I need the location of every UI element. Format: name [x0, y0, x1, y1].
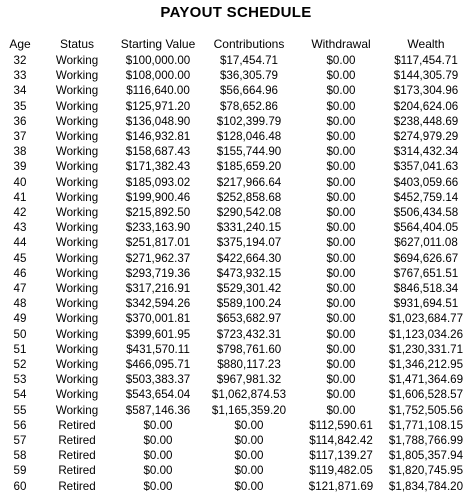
withdrawal-cell: $0.00	[326, 84, 356, 98]
wealth-cell: $452,759.14	[393, 190, 459, 204]
wealth-cell: $144,305.79	[393, 69, 459, 83]
starting-value-cell: $399,601.95	[125, 327, 191, 341]
header-row	[2, 36, 468, 53]
withdrawal-cell: $0.00	[326, 221, 356, 235]
age-cell: 43	[13, 221, 27, 235]
withdrawal-cell: $0.00	[326, 236, 356, 250]
age-cell: 42	[13, 206, 27, 220]
table-row	[2, 53, 468, 68]
status-cell: Working	[55, 373, 99, 387]
contributions-cell: $252,858.68	[216, 190, 282, 204]
contributions-cell: $653,682.97	[216, 312, 282, 326]
starting-value-cell: $543,654.04	[125, 388, 191, 402]
starting-value-cell: $271,962.37	[125, 251, 191, 265]
starting-value-cell: $100,000.00	[125, 54, 191, 67]
age-cell: 60	[13, 479, 27, 493]
contributions-cell: $473,932.15	[216, 266, 282, 280]
status-cell: Retired	[58, 464, 96, 478]
table-body	[2, 53, 468, 494]
age-cell: 53	[13, 373, 27, 387]
starting-value-cell: $0.00	[143, 418, 173, 432]
withdrawal-cell: $0.00	[326, 266, 356, 280]
withdrawal-cell: $0.00	[326, 342, 356, 356]
withdrawal-cell: $0.00	[326, 297, 356, 311]
contributions-cell: $880,117.23	[217, 358, 281, 372]
table-row	[2, 357, 468, 372]
contributions-cell: $0.00	[234, 418, 264, 432]
starting-value-cell: $317,216.91	[125, 282, 191, 296]
age-cell: 52	[13, 358, 27, 372]
status-cell: Working	[55, 358, 99, 372]
contributions-cell: $0.00	[234, 434, 264, 448]
table-row	[2, 205, 468, 220]
table-row	[2, 418, 468, 433]
contributions-cell: $78,652.86	[219, 99, 279, 113]
withdrawal-cell: $112,590.61	[309, 418, 373, 432]
payout-schedule-table	[2, 36, 468, 494]
contributions-cell: $422,664.30	[216, 251, 282, 265]
wealth-cell: $506,434.58	[393, 206, 459, 220]
wealth-cell: $1,606,528.57	[388, 388, 464, 402]
wealth-cell: $1,123,034.26	[388, 327, 464, 341]
page-title: PAYOUT SCHEDULE	[160, 4, 312, 21]
contributions-cell: $1,062,874.53	[211, 388, 287, 402]
age-cell: 44	[13, 236, 27, 250]
withdrawal-cell: $0.00	[326, 282, 356, 296]
table-row	[2, 144, 468, 159]
age-cell: 36	[13, 114, 27, 128]
table-row	[2, 281, 468, 296]
status-cell: Working	[55, 236, 99, 250]
withdrawal-cell: $119,482.05	[309, 464, 373, 478]
table-row	[2, 296, 468, 311]
age-cell: 33	[13, 69, 27, 83]
column-header-starting-value: Starting Value	[120, 37, 196, 51]
starting-value-cell: $370,001.81	[125, 312, 191, 326]
column-header-status: Status	[59, 37, 95, 51]
starting-value-cell: $466,095.71	[125, 358, 191, 372]
contributions-cell: $217,966.64	[216, 175, 282, 189]
table-row	[2, 342, 468, 357]
starting-value-cell: $251,817.01	[125, 236, 191, 250]
table-row	[2, 311, 468, 326]
starting-value-cell: $0.00	[143, 464, 173, 478]
starting-value-cell: $0.00	[143, 479, 173, 493]
withdrawal-cell: $0.00	[326, 373, 356, 387]
age-cell: 41	[13, 190, 27, 204]
wealth-cell: $1,771,108.15	[388, 418, 464, 432]
withdrawal-cell: $0.00	[326, 69, 356, 83]
table-row	[2, 387, 468, 402]
age-cell: 37	[13, 130, 27, 144]
contributions-cell: $155,744.90	[216, 145, 282, 159]
contributions-cell: $375,194.07	[216, 236, 282, 250]
status-cell: Retired	[58, 479, 96, 493]
wealth-cell: $1,346,212.95	[388, 358, 464, 372]
table-row	[2, 175, 468, 190]
age-cell: 51	[13, 342, 27, 356]
table-row	[2, 220, 468, 235]
withdrawal-cell: $0.00	[326, 145, 356, 159]
wealth-cell: $931,694.51	[393, 297, 459, 311]
contributions-cell: $36,305.79	[219, 69, 279, 83]
withdrawal-cell: $0.00	[326, 403, 356, 417]
withdrawal-cell: $0.00	[326, 99, 356, 113]
status-cell: Working	[55, 54, 99, 67]
starting-value-cell: $503,383.37	[125, 373, 191, 387]
withdrawal-cell: $0.00	[326, 388, 356, 402]
table-row	[2, 327, 468, 342]
age-cell: 39	[13, 160, 27, 174]
age-cell: 38	[13, 145, 27, 159]
wealth-cell: $117,454.71	[394, 54, 458, 67]
contributions-cell: $967,981.32	[216, 373, 282, 387]
status-cell: Working	[55, 342, 99, 356]
status-cell: Working	[55, 190, 99, 204]
age-cell: 35	[13, 99, 27, 113]
contributions-cell: $17,454.71	[219, 54, 279, 67]
age-cell: 59	[13, 464, 27, 478]
table-row	[2, 235, 468, 250]
wealth-cell: $767,651.51	[393, 266, 459, 280]
wealth-cell: $1,820,745.95	[388, 464, 464, 478]
age-cell: 57	[13, 434, 27, 448]
wealth-cell: $204,624.06	[393, 99, 459, 113]
withdrawal-cell: $0.00	[326, 312, 356, 326]
wealth-cell: $1,230,331.71	[388, 342, 464, 356]
status-cell: Working	[55, 175, 99, 189]
contributions-cell: $56,664.96	[219, 84, 279, 98]
wealth-cell: $173,304.96	[393, 84, 459, 98]
wealth-cell: $627,011.08	[394, 236, 458, 250]
wealth-cell: $1,834,784.20	[388, 479, 464, 493]
table-row	[2, 114, 468, 129]
status-cell: Working	[55, 327, 99, 341]
table-row	[2, 68, 468, 83]
withdrawal-cell: $0.00	[326, 327, 356, 341]
withdrawal-cell: $121,871.69	[308, 479, 374, 493]
column-header-age: Age	[9, 37, 31, 51]
status-cell: Working	[55, 130, 99, 144]
wealth-cell: $357,041.63	[393, 160, 459, 174]
status-cell: Working	[55, 145, 99, 159]
status-cell: Retired	[58, 434, 96, 448]
status-cell: Working	[55, 160, 99, 174]
wealth-cell: $564,404.05	[393, 221, 459, 235]
starting-value-cell: $171,382.43	[125, 160, 191, 174]
status-cell: Working	[55, 251, 99, 265]
wealth-cell: $1,788,766.99	[388, 434, 464, 448]
table-row	[2, 83, 468, 98]
status-cell: Working	[55, 388, 99, 402]
table-row	[2, 433, 468, 448]
starting-value-cell: $158,687.43	[125, 145, 191, 159]
contributions-cell: $0.00	[234, 464, 264, 478]
contributions-cell: $290,542.08	[216, 206, 282, 220]
wealth-cell: $1,752,505.56	[388, 403, 464, 417]
table-row	[2, 403, 468, 418]
contributions-cell: $128,046.48	[216, 130, 282, 144]
wealth-cell: $1,805,357.94	[388, 449, 464, 463]
withdrawal-cell: $0.00	[326, 54, 356, 67]
table-row	[2, 99, 468, 114]
wealth-cell: $1,023,684.77	[388, 312, 464, 326]
age-cell: 56	[13, 418, 27, 432]
starting-value-cell: $146,932.81	[125, 130, 191, 144]
starting-value-cell: $125,971.20	[125, 99, 191, 113]
table-row	[2, 266, 468, 281]
contributions-cell: $0.00	[234, 449, 264, 463]
table-row	[2, 190, 468, 205]
status-cell: Working	[55, 403, 99, 417]
wealth-cell: $846,518.34	[393, 282, 459, 296]
starting-value-cell: $116,640.00	[126, 84, 190, 98]
column-header-wealth: Wealth	[407, 37, 445, 51]
table-row	[2, 479, 468, 494]
age-cell: 54	[13, 388, 27, 402]
starting-value-cell: $342,594.26	[125, 297, 191, 311]
contributions-cell: $0.00	[234, 479, 264, 493]
status-cell: Working	[55, 312, 99, 326]
starting-value-cell: $0.00	[143, 449, 173, 463]
table-row	[2, 159, 468, 174]
age-cell: 46	[13, 266, 27, 280]
withdrawal-cell: $0.00	[326, 251, 356, 265]
age-cell: 55	[13, 403, 27, 417]
status-cell: Working	[55, 99, 99, 113]
contributions-cell: $798,761.60	[216, 342, 282, 356]
wealth-cell: $1,471,364.69	[388, 373, 464, 387]
status-cell: Working	[55, 69, 99, 83]
contributions-cell: $331,240.15	[216, 221, 282, 235]
column-header-contributions: Contributions	[213, 37, 285, 51]
contributions-cell: $185,659.20	[216, 160, 282, 174]
withdrawal-cell: $0.00	[326, 175, 356, 189]
wealth-cell: $314,432.34	[393, 145, 459, 159]
age-cell: 50	[13, 327, 27, 341]
starting-value-cell: $233,163.90	[125, 221, 191, 235]
contributions-cell: $102,399.79	[216, 114, 282, 128]
status-cell: Working	[55, 282, 99, 296]
table-row	[2, 463, 468, 478]
table-row	[2, 372, 468, 387]
contributions-cell: $529,301.42	[216, 282, 282, 296]
starting-value-cell: $185,093.02	[125, 175, 191, 189]
withdrawal-cell: $0.00	[326, 130, 356, 144]
status-cell: Working	[55, 84, 99, 98]
wealth-cell: $403,059.66	[393, 175, 459, 189]
starting-value-cell: $215,892.50	[125, 206, 191, 220]
starting-value-cell: $108,000.00	[125, 69, 191, 83]
contributions-cell: $589,100.24	[216, 297, 282, 311]
status-cell: Working	[55, 114, 99, 128]
age-cell: 34	[13, 84, 27, 98]
withdrawal-cell: $114,842.42	[309, 434, 373, 448]
column-header-withdrawal: Withdrawal	[311, 37, 371, 51]
withdrawal-cell: $0.00	[326, 358, 356, 372]
age-cell: 32	[13, 54, 27, 67]
status-cell: Working	[55, 206, 99, 220]
starting-value-cell: $293,719.36	[125, 266, 191, 280]
age-cell: 47	[13, 282, 27, 296]
withdrawal-cell: $0.00	[326, 190, 356, 204]
contributions-cell: $723,432.31	[216, 327, 282, 341]
table-row	[2, 448, 468, 463]
starting-value-cell: $199,900.46	[125, 190, 191, 204]
status-cell: Working	[55, 297, 99, 311]
age-cell: 45	[13, 251, 27, 265]
wealth-cell: $694,626.67	[393, 251, 459, 265]
withdrawal-cell: $0.00	[326, 160, 356, 174]
table-row	[2, 251, 468, 266]
starting-value-cell: $587,146.36	[125, 403, 191, 417]
withdrawal-cell: $0.00	[326, 206, 356, 220]
table-row	[2, 129, 468, 144]
age-cell: 58	[13, 449, 27, 463]
starting-value-cell: $0.00	[143, 434, 173, 448]
table-header	[2, 36, 468, 53]
status-cell: Working	[55, 221, 99, 235]
withdrawal-cell: $117,139.27	[309, 449, 373, 463]
age-cell: 48	[13, 297, 27, 311]
status-cell: Retired	[58, 449, 96, 463]
age-cell: 49	[13, 312, 27, 326]
withdrawal-cell: $0.00	[326, 114, 356, 128]
wealth-cell: $238,448.69	[393, 114, 459, 128]
contributions-cell: $1,165,359.20	[211, 403, 287, 417]
starting-value-cell: $431,570.11	[126, 342, 190, 356]
starting-value-cell: $136,048.90	[125, 114, 191, 128]
wealth-cell: $274,979.29	[393, 130, 459, 144]
age-cell: 40	[13, 175, 27, 189]
status-cell: Working	[55, 266, 99, 280]
status-cell: Retired	[58, 418, 96, 432]
